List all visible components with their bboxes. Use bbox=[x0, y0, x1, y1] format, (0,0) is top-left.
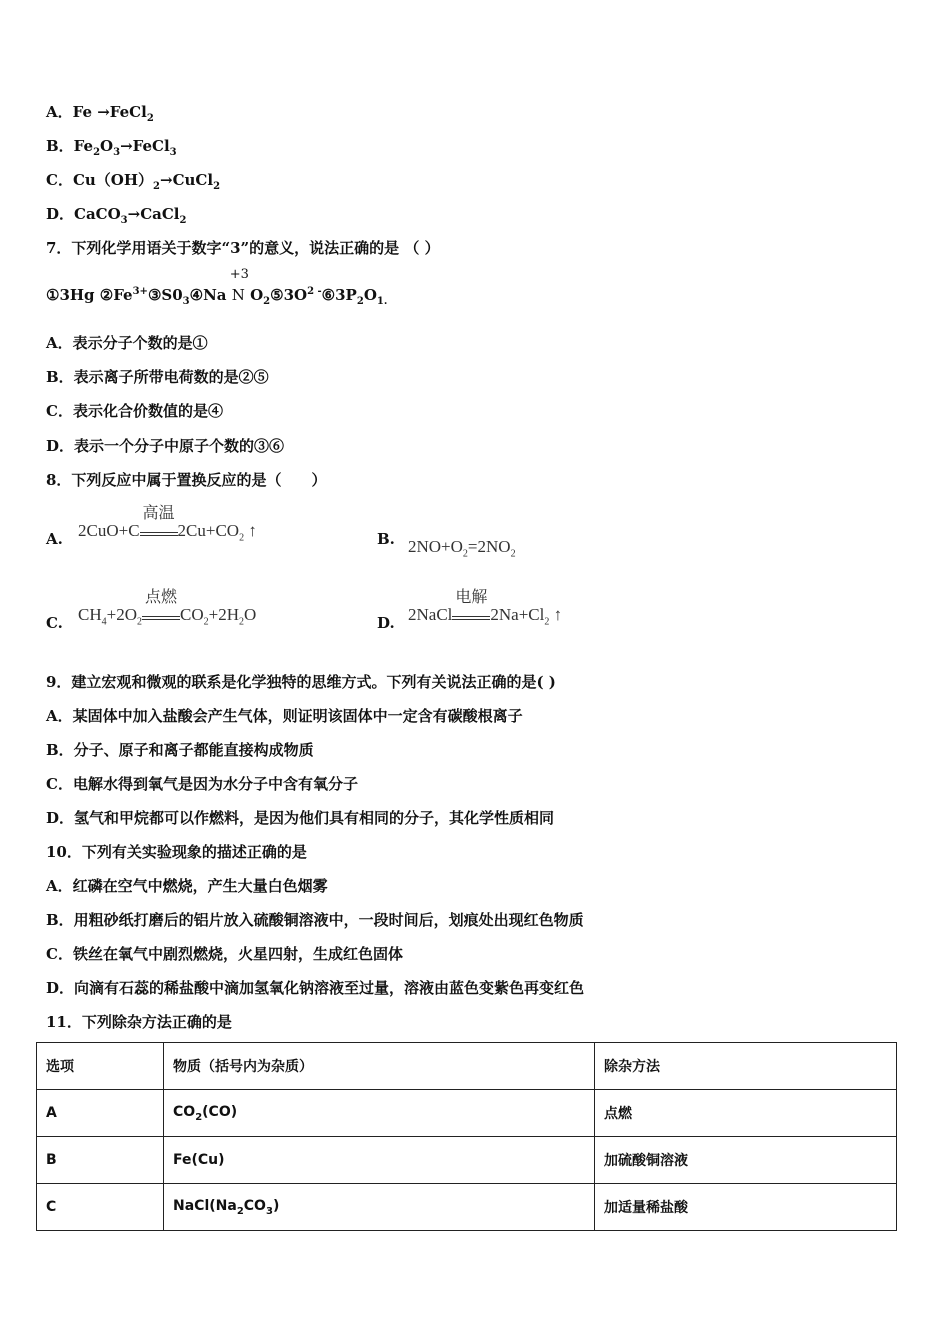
q10-option-d: D．向滴有石蕊的稀盐酸中滴加氢氧化钠溶液至过量，溶液由蓝色变紫色再变红色 bbox=[46, 979, 585, 997]
q10-stem: 10．下列有关实验现象的描述正确的是 bbox=[46, 843, 307, 861]
header-option: 选项 bbox=[37, 1043, 164, 1090]
q7-option-a: A．表示分子个数的是① bbox=[46, 334, 208, 352]
q7-items: ①3Hg $②Fe^{3+}③S0_3④Na$ +3 N $O_2⑤3O^{2 -}⑥3P_2O_{1.}$ bbox=[46, 267, 388, 307]
row-option: C bbox=[37, 1184, 164, 1231]
valence-n: +3 N bbox=[229, 267, 249, 304]
q7-option-c: C．表示化合价数值的是④ bbox=[46, 402, 223, 420]
table-row bbox=[37, 1137, 897, 1184]
q11-stem: 11．下列除杂方法正确的是 bbox=[46, 1013, 232, 1031]
q6-option-d: D．CaCO$_3$→CaCl$_2$ bbox=[46, 205, 187, 226]
condition-ignite: 点燃 bbox=[142, 608, 180, 620]
row-method: 加适量稀盐酸 bbox=[595, 1184, 897, 1231]
q6-option-b: B．$Fe_2O_3\to FeCl_3$ bbox=[46, 137, 177, 158]
q7-option-b: B．表示离子所带电荷数的是②⑤ bbox=[46, 368, 269, 386]
q8-stem: 8．下列反应中属于置换反应的是（ ） bbox=[46, 471, 327, 489]
q8-label-c: C. bbox=[46, 614, 63, 632]
q8-label-b: B. bbox=[377, 530, 395, 548]
q8-label-a: A. bbox=[46, 530, 63, 548]
row-substance: Fe(Cu) bbox=[164, 1137, 595, 1184]
q11-table bbox=[36, 1042, 897, 1231]
q6-option-a: A．Fe →FeCl$_2$ bbox=[46, 103, 154, 124]
q7-option-d: D．表示一个分子中原子个数的③⑥ bbox=[46, 437, 285, 455]
row-method: 加硫酸铜溶液 bbox=[595, 1137, 897, 1184]
q9-option-d: D．氢气和甲烷都可以作燃料，是因为他们具有相同的分子，其化学性质相同 bbox=[46, 809, 555, 827]
q8-label-d: D. bbox=[377, 614, 395, 632]
table-row bbox=[37, 1090, 897, 1137]
row-substance: $NaCl(Na_2CO_3)$ bbox=[164, 1184, 595, 1231]
table-header-row bbox=[37, 1043, 897, 1090]
q7-stem: 7．下列化学用语关于数字“3”的意义，说法正确的是 （ ） bbox=[46, 239, 440, 257]
q8-equation-b: $2NO+O_2=2NO_2$ bbox=[408, 537, 516, 560]
row-substance: $CO_2(CO)$ bbox=[164, 1090, 595, 1137]
q8-equation-d: 2NaCl 电解 $2Na+Cl_2$ ↑ bbox=[408, 589, 563, 628]
condition-heat: 高温 bbox=[140, 524, 178, 536]
row-method: 点燃 bbox=[595, 1090, 897, 1137]
q9-option-b: B．分子、原子和离子都能直接构成物质 bbox=[46, 741, 314, 759]
header-method: 除杂方法 bbox=[595, 1043, 897, 1090]
q6-option-c: C．$Cu(OH)_2\to CuCl_2$ bbox=[46, 171, 221, 192]
q10-option-a: A．红磷在空气中燃烧，产生大量白色烟雾 bbox=[46, 877, 328, 895]
row-option: A bbox=[37, 1090, 164, 1137]
table-row bbox=[37, 1184, 897, 1231]
q10-option-c: C．铁丝在氧气中剧烈燃烧，火星四射，生成红色固体 bbox=[46, 945, 403, 963]
q10-option-b: B．用粗砂纸打磨后的铝片放入硫酸铜溶液中，一段时间后，划痕处出现红色物质 bbox=[46, 911, 584, 929]
row-option: B bbox=[37, 1137, 164, 1184]
q9-stem: 9．建立宏观和微观的联系是化学独特的思维方式。下列有关说法正确的是( ) bbox=[46, 673, 556, 691]
q8-equation-a: 2CuO+C 高温 $2Cu+CO_2$ ↑ bbox=[78, 505, 257, 544]
q9-option-c: C．电解水得到氧气是因为水分子中含有氧分子 bbox=[46, 775, 358, 793]
q8-equation-c: $CH_4+2O_2$ 点燃 $CO_2+2H_2O$ bbox=[78, 589, 257, 628]
q9-option-a: A．某固体中加入盐酸会产生气体，则证明该固体中一定含有碳酸根离子 bbox=[46, 707, 523, 725]
header-substance: 物质（括号内为杂质） bbox=[164, 1043, 595, 1090]
condition-electrolysis: 电解 bbox=[452, 608, 490, 620]
